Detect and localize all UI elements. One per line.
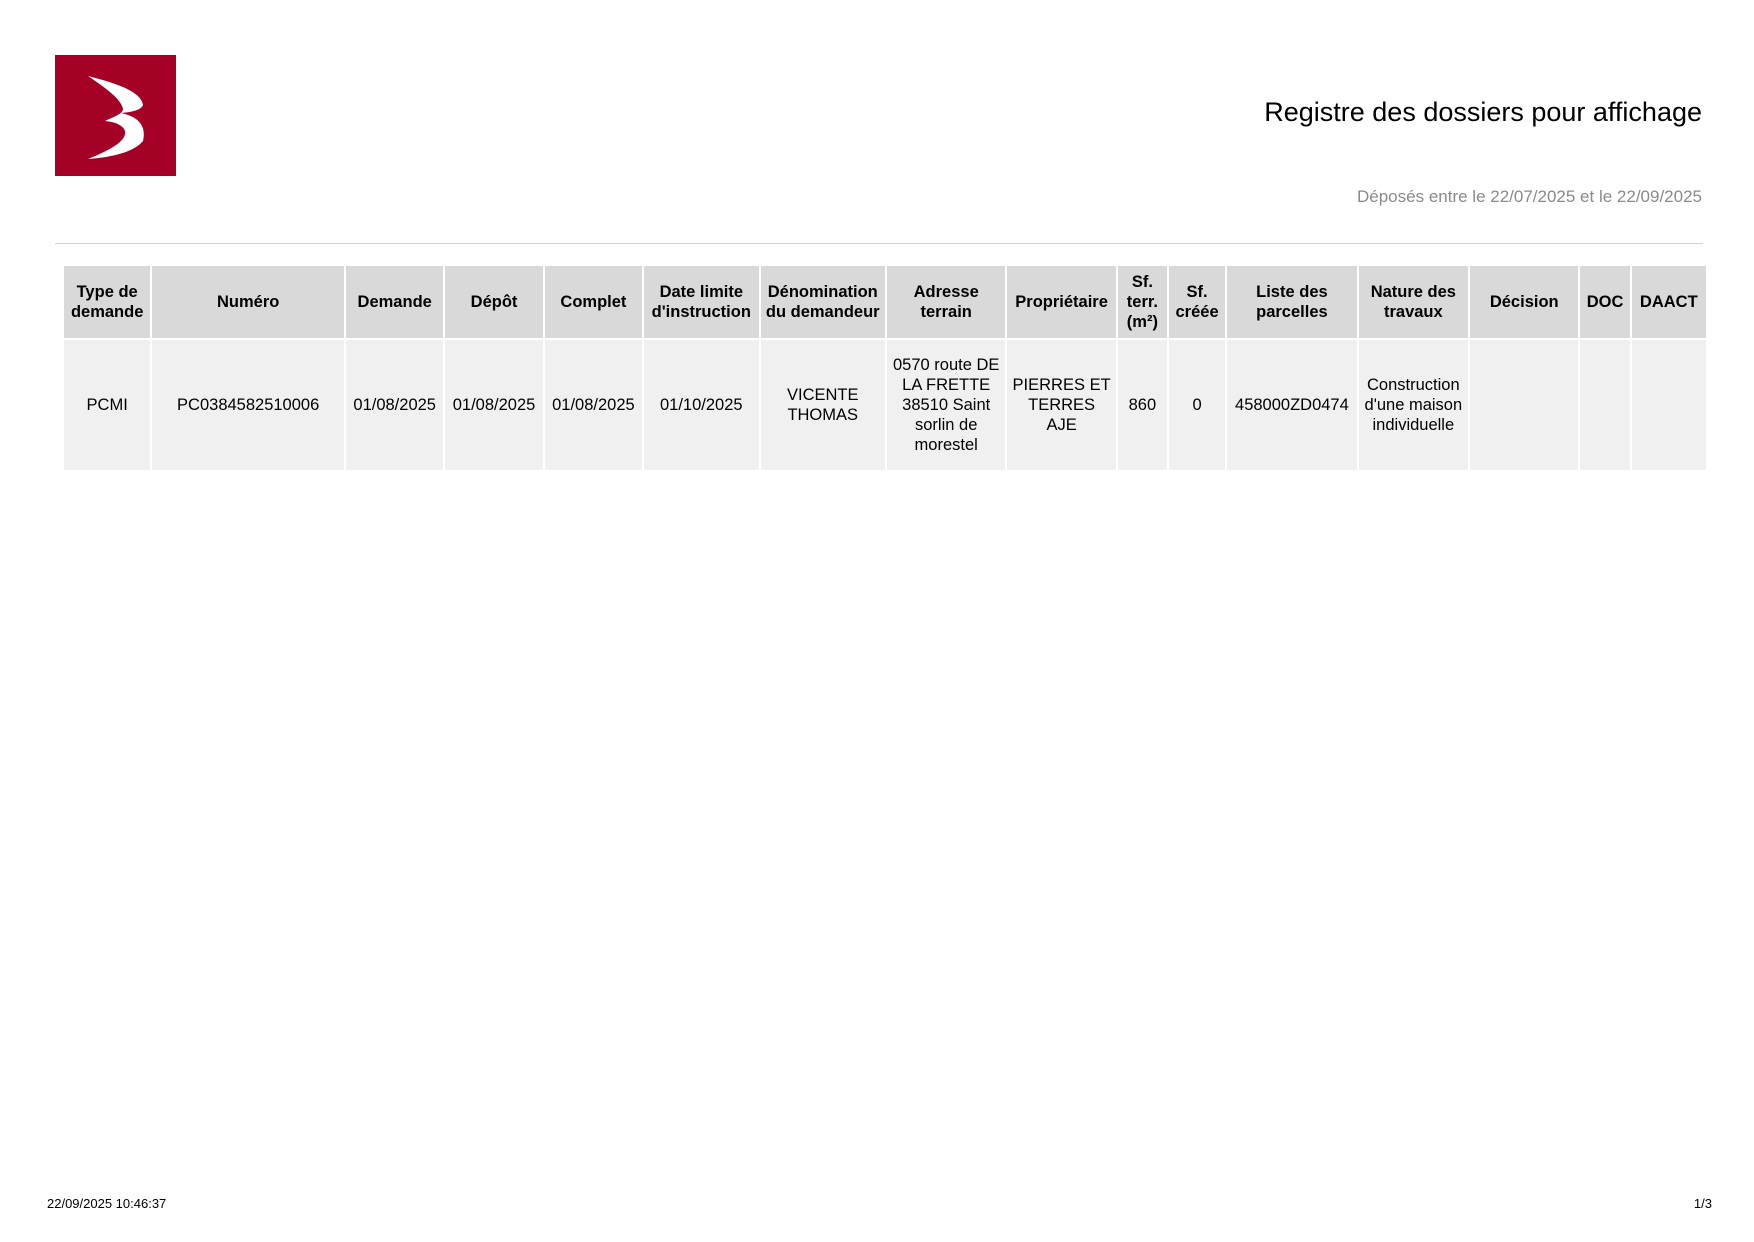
- report-title: Registre des dossiers pour affichage: [1264, 97, 1702, 127]
- column-header-doc: DOC: [1580, 266, 1629, 338]
- cell-numero: PC0384582510006: [152, 340, 344, 470]
- cell-parcelles: 458000ZD0474: [1227, 340, 1356, 470]
- column-header-nature: Nature des travaux: [1359, 266, 1468, 338]
- cell-daact: [1632, 340, 1706, 470]
- table-row: [64, 340, 1706, 470]
- cell-sf-terr: 860: [1118, 340, 1167, 470]
- column-header-daact: DAACT: [1632, 266, 1706, 338]
- cell-proprietaire: PIERRES ET TERRES AJE: [1007, 340, 1115, 470]
- column-header-proprietaire: Propriétaire: [1007, 266, 1115, 338]
- dossiers-table: [62, 264, 1708, 472]
- footer-page-number: 1/3: [1693, 1196, 1712, 1211]
- cell-complet: 01/08/2025: [545, 340, 642, 470]
- cell-demande: 01/08/2025: [346, 340, 443, 470]
- column-header-numero: Numéro: [152, 266, 344, 338]
- column-header-complet: Complet: [545, 266, 642, 338]
- column-header-depot: Dépôt: [445, 266, 542, 338]
- table-header-row: [64, 266, 1706, 338]
- swallow-logo-icon: [55, 55, 176, 176]
- column-header-date-limite: Date limite d'instruction: [644, 266, 758, 338]
- column-header-demande: Demande: [346, 266, 443, 338]
- cell-sf-creee: 0: [1169, 340, 1225, 470]
- column-header-parcelles: Liste des parcelles: [1227, 266, 1356, 338]
- column-header-sf-creee: Sf. créée: [1169, 266, 1225, 338]
- footer-timestamp: 22/09/2025 10:46:37: [47, 1196, 167, 1211]
- column-header-decision: Décision: [1470, 266, 1578, 338]
- column-header-demandeur: Dénomination du demandeur: [761, 266, 885, 338]
- header-divider: [55, 243, 1703, 244]
- cell-demandeur: VICENTE THOMAS: [761, 340, 885, 470]
- cell-decision: [1470, 340, 1578, 470]
- column-header-adresse: Adresse terrain: [887, 266, 1005, 338]
- report-date-range: Déposés entre le 22/07/2025 et le 22/09/2025: [1357, 187, 1702, 206]
- cell-date-limite: 01/10/2025: [644, 340, 758, 470]
- dossiers-table-container: [62, 264, 1708, 472]
- column-header-type: Type de demande: [64, 266, 150, 338]
- column-header-sf-terr: Sf. terr. (m²): [1118, 266, 1167, 338]
- cell-depot: 01/08/2025: [445, 340, 542, 470]
- cell-doc: [1580, 340, 1629, 470]
- cell-nature: Construction d'une maison individuelle: [1359, 340, 1468, 470]
- cell-adresse: 0570 route DE LA FRETTE 38510 Saint sorlin de morestel: [887, 340, 1005, 470]
- cell-type: PCMI: [64, 340, 150, 470]
